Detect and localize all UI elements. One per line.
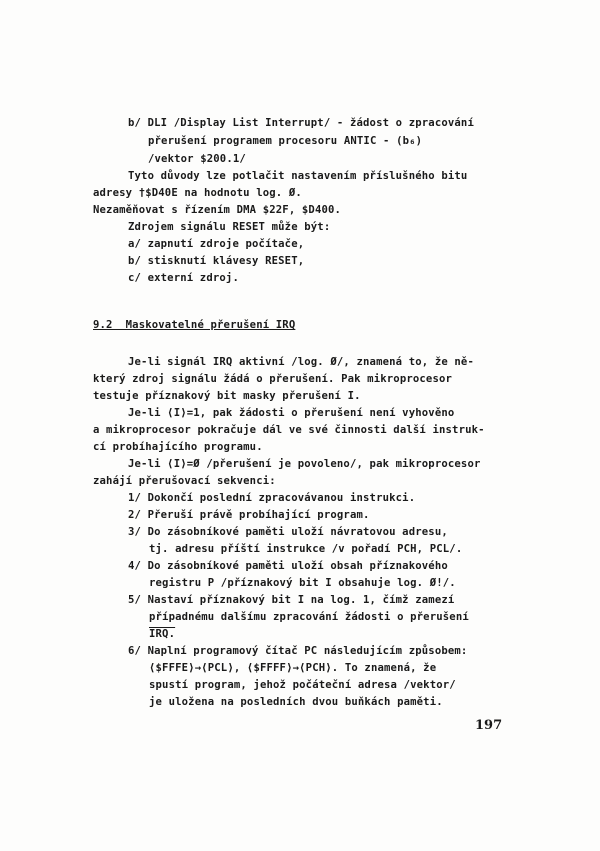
- list-item-continuation: ⟨$FFFE⟩→⟨PCL⟩, ⟨$FFFF⟩→⟨PCH⟩. To znamená, že: [149, 662, 437, 674]
- text-line: /vektor $200.1/: [148, 153, 246, 165]
- section-heading: 9.2 Maskovatelné přerušení IRQ: [93, 319, 296, 331]
- list-item-continuation: případnému dalšímu zpracování žádosti o přerušení: [149, 611, 469, 623]
- list-item: 1/ Dokončí poslední zpracovávanou instrukci.: [128, 492, 416, 504]
- list-item-continuation: registru P /příznakový bit I obsahuje log. Ø!/.: [149, 577, 456, 589]
- list-item: 3/ Do zásobníkové paměti uloží návratovou adresu,: [128, 526, 448, 538]
- list-item-continuation: spustí program, jehož počáteční adresa /vektor/: [149, 679, 456, 691]
- list-item-continuation: je uložena na posledních dvou buňkách paměti.: [149, 696, 443, 708]
- text-line: Je-li ⟨I⟩=1, pak žádosti o přerušení není vyhověno: [128, 407, 455, 419]
- text-line: testuje příznakový bit masky přerušení I.: [93, 390, 361, 402]
- text-line: který zdroj signálu žádá o přerušení. Pak mikroprocesor: [93, 373, 453, 385]
- text-line: Zdrojem signálu RESET může být:: [128, 221, 331, 233]
- list-item: 6/ Naplní programový čítač PC následujícím způsobem:: [128, 645, 468, 657]
- text-line: Nezaměňovat s řízením DMA $22F, $D400.: [93, 204, 342, 216]
- list-item: 2/ Přeruší právě probíhající program.: [128, 509, 370, 521]
- text-line: c/ externí zdroj.: [128, 272, 239, 284]
- list-item-continuation: tj. adresu příští instrukce /v pořadí PCH, PCL/.: [149, 543, 463, 555]
- text-line: Tyto důvody lze potlačit nastavením příslušného bitu: [128, 170, 468, 182]
- text-line: Je-li ⟨I⟩=Ø /přerušení je povoleno/, pak mikroprocesor: [128, 458, 481, 470]
- text-line: b/ stisknutí klávesy RESET,: [128, 255, 305, 267]
- text-line: a mikroprocesor pokračuje dál ve své činnosti další instruk-: [93, 424, 485, 436]
- text-line: zahájí přerušovací sekvenci:: [93, 475, 276, 487]
- list-item: 4/ Do zásobníkové paměti uloží obsah příznakového: [128, 560, 448, 572]
- page-number: 197: [475, 718, 503, 733]
- text-line: přerušení programem procesoru ANTIC - (b₆): [148, 135, 423, 147]
- list-item-continuation: IRQ.: [149, 628, 176, 640]
- text-line: Je-li signál IRQ aktivní /log. Ø/, znamená to, že ně-: [128, 356, 474, 368]
- text-line: adresy †$D40E na hodnotu log. Ø.: [93, 187, 302, 199]
- text-line: b/ DLI /Display List Interrupt/ - žádost o zpracování: [128, 117, 474, 129]
- list-item: 5/ Nastaví příznakový bit I na log. 1, čímž zamezí: [128, 594, 455, 606]
- text-line: a/ zapnutí zdroje počítače,: [128, 238, 305, 250]
- text-line: cí probíhajícího programu.: [93, 441, 263, 453]
